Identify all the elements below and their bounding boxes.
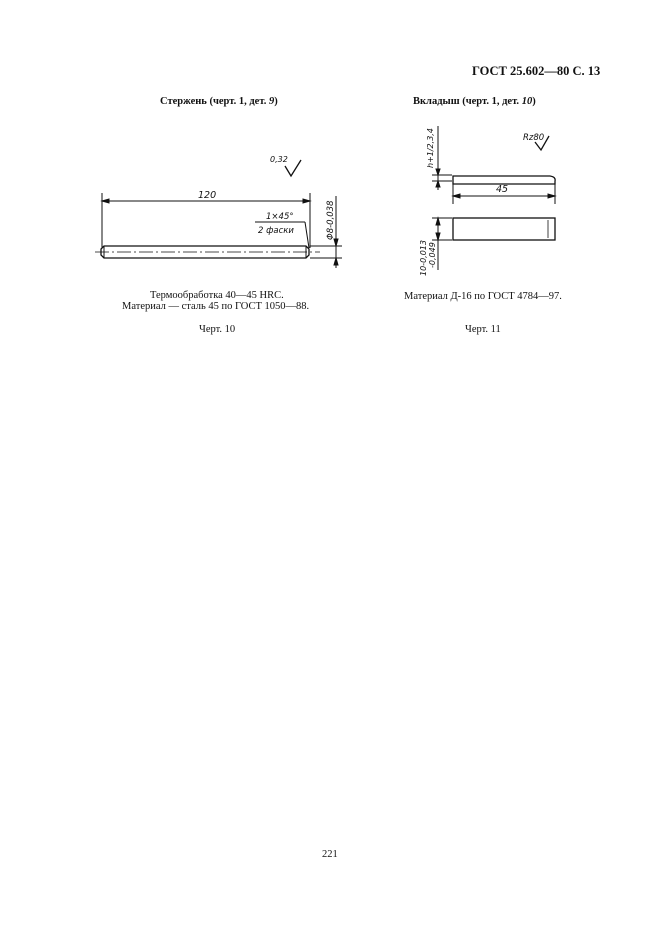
insert-material-note: Материал Д-16 по ГОСТ 4784—97.	[404, 291, 562, 302]
rod-heat-treatment-note: Термообработка 40—45 HRC.	[150, 290, 284, 301]
left-heading-text: Стержень (черт. 1, дет.	[160, 96, 269, 107]
insert-roughness-value: Rz80	[523, 133, 545, 143]
left-heading-close: )	[274, 96, 278, 107]
figure-10-caption: Черт. 10	[199, 324, 236, 335]
right-heading-text: Вкладыш (черт. 1, дет.	[413, 96, 522, 107]
rod-material-note: Материал — сталь 45 по ГОСТ 1050—88.	[122, 301, 310, 312]
rod-chamfer-dim: 1×45°	[266, 212, 294, 222]
rod-diameter-dim: Φ8-0,038	[326, 200, 336, 240]
right-heading-number: 10	[521, 96, 533, 107]
insert-width-lower-dev: -0,049	[428, 242, 437, 268]
right-heading-close: )	[532, 96, 536, 107]
insert-drawing	[0, 0, 661, 360]
rod-roughness-value: 0,32	[270, 155, 288, 164]
rod-length-dim: 120	[198, 190, 217, 201]
document-header: ГОСТ 25.602—80 С. 13	[472, 64, 601, 78]
insert-width-dim: 10-0,013	[419, 240, 428, 276]
insert-thickness-dim: h+1/2,3,4	[426, 128, 435, 168]
rod-chamfer-note: 2 фаски	[258, 226, 294, 236]
left-heading-number: 9	[268, 96, 275, 107]
insert-length-dim: 45	[496, 184, 509, 195]
figure-11-caption: Черт. 11	[465, 324, 501, 335]
page-number: 221	[322, 849, 338, 860]
